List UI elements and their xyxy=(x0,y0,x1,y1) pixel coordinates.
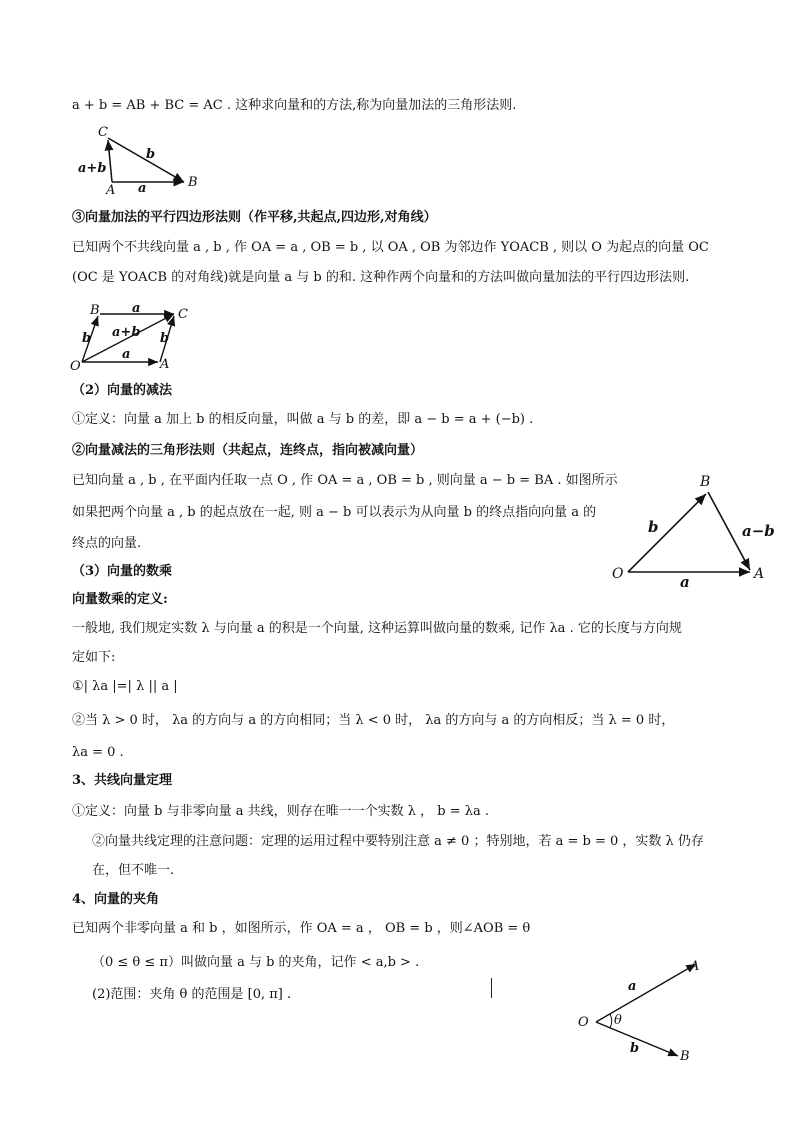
scalar-text-3: ①| λa |=| λ || a | xyxy=(72,679,178,694)
label-a: a xyxy=(680,573,690,591)
label-A: A xyxy=(754,566,765,582)
label-B: B xyxy=(188,175,198,190)
label-B: B xyxy=(680,1049,690,1064)
subtraction-text-3: 终点的向量. xyxy=(72,536,142,551)
label-B: B xyxy=(700,474,711,490)
label-left-b: b xyxy=(82,331,92,346)
label-a: a xyxy=(628,979,637,994)
label-A: A xyxy=(690,959,700,974)
label-bottom-a: a xyxy=(122,347,131,362)
heading-subtraction: （2）向量的减法 xyxy=(72,383,173,398)
scalar-text-2: 定如下: xyxy=(72,650,116,665)
label-b: b xyxy=(146,147,156,162)
scalar-text-1: 一般地, 我们规定实数 λ 与向量 a 的积是一个向量, 这种运算叫做向量的数乘, 记作 λa . 它的长度与方向规 xyxy=(72,621,682,636)
triangle-addition-figure xyxy=(72,120,212,200)
subtraction-figure xyxy=(608,470,788,590)
heading-scalar-definition: 向量数乘的定义: xyxy=(72,592,168,607)
label-C: C xyxy=(98,125,108,140)
label-b: b xyxy=(648,518,659,536)
scalar-text-4: ②当 λ > 0 时， λa 的方向与 a 的方向相同；当 λ < 0 时， λa 的方向与 a 的方向相反；当 λ = 0 时， xyxy=(72,713,675,728)
parallelogram-text-1: 已知两个不共线向量 a , b , 作 OA = a , OB = b , 以 OA , OB 为邻边作 YOACB , 则以 O 为起点的向量 OC xyxy=(72,240,709,255)
triangle-rule-line: a + b = AB + BC = AC . 这种求向量和的方法,称为向量加法的三角形法则. xyxy=(72,98,517,113)
angle-text-3: (2)范围：夹角 θ 的范围是 [0, π] . xyxy=(92,987,292,1002)
angle-text-2: （0 ≤ θ ≤ π）叫做向量 a 与 b 的夹角，记作 < a,b > . xyxy=(92,955,420,970)
heading-subtraction-triangle: ②向量减法的三角形法则（共起点，连终点，指向被减向量） xyxy=(72,443,424,458)
label-top-a: a xyxy=(132,301,141,316)
label-B: B xyxy=(90,303,100,318)
label-a-minus-b: a−b xyxy=(742,522,775,540)
subtraction-definition: ①定义：向量 a 加上 b 的相反向量，叫做 a 与 b 的差，即 a − b = a + (−b) . xyxy=(72,412,534,427)
label-O: O xyxy=(612,566,624,582)
label-b: b xyxy=(630,1041,640,1056)
subtraction-text-1: 已知向量 a , b , 在平面内任取一点 O , 作 OA = a , OB = b , 则向量 a − b = BA . 如图所示 xyxy=(72,473,618,488)
heading-parallelogram-rule: ③向量加法的平行四边形法则（作平移,共起点,四边形,对角线） xyxy=(72,210,437,225)
label-a: a xyxy=(138,181,147,196)
label-C: C xyxy=(178,307,188,322)
label-O: O xyxy=(70,359,81,374)
label-a-plus-b: a+b xyxy=(78,161,107,176)
colinear-text-3: 在，但不唯一. xyxy=(92,863,175,878)
label-O: O xyxy=(578,1015,589,1030)
label-diag: a+b xyxy=(112,325,141,340)
angle-figure xyxy=(572,950,722,1065)
parallelogram-figure xyxy=(70,300,200,375)
subtraction-text-2: 如果把两个向量 a , b 的起点放在一起, 则 a − b 可以表示为从向量 b 的终点指向向量 a 的 xyxy=(72,505,597,520)
parallelogram-text-2: (OC 是 YOACB 的对角线)就是向量 a 与 b 的和. 这种作两个向量和的方法叫做向量加法的平行四边形法则. xyxy=(72,270,690,285)
text-cursor xyxy=(491,978,492,998)
label-right-b: b xyxy=(160,331,170,346)
colinear-text-2: ②向量共线定理的注意问题：定理的运用过程中要特别注意 a ≠ 0 ；特别地，若 a = b = 0 ，实数 λ 仍存 xyxy=(92,834,704,849)
heading-vector-angle: 4、向量的夹角 xyxy=(72,892,160,907)
scalar-text-5: λa = 0 . xyxy=(72,745,124,760)
label-A: A xyxy=(160,357,170,372)
heading-scalar-mult: （3）向量的数乘 xyxy=(72,564,173,579)
colinear-text-1: ①定义：向量 b 与非零向量 a 共线，则存在唯一一个实数 λ ， b = λa . xyxy=(72,804,489,819)
label-theta: θ xyxy=(614,1013,622,1028)
angle-text-1: 已知两个非零向量 a 和 b ，如图所示，作 OA = a ， OB = b ，则∠AOB = θ xyxy=(72,921,531,936)
heading-colinear-theorem: 3、共线向量定理 xyxy=(72,773,173,788)
label-A: A xyxy=(106,183,116,198)
